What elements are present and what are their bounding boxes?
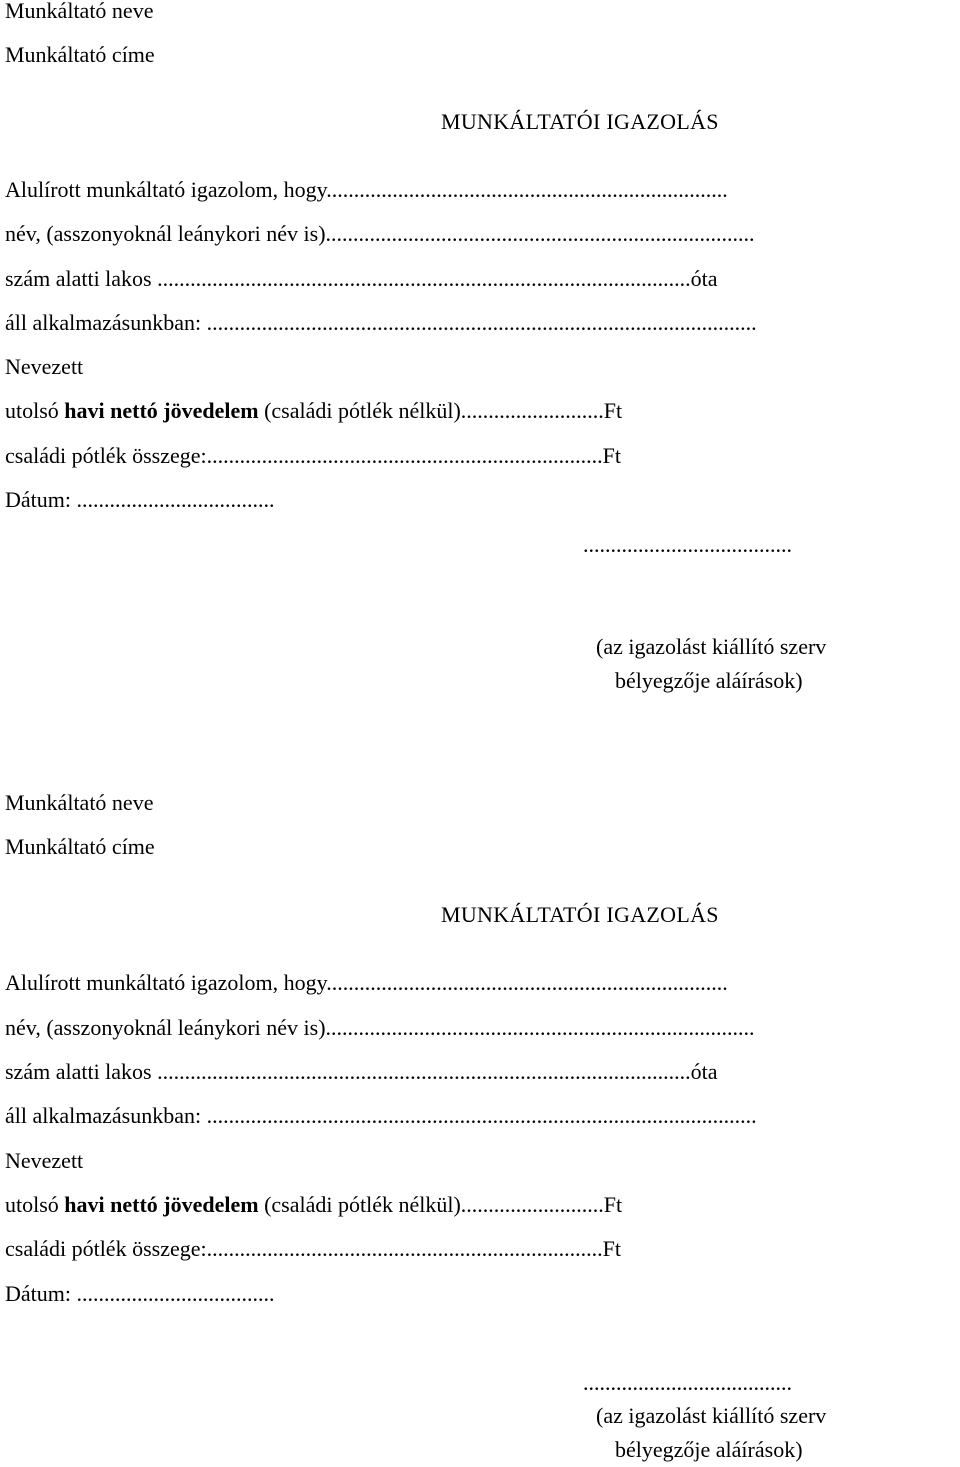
undersigned-line: Alulírott munkáltató igazolom, hogy.........................................................................	[5, 177, 728, 202]
employer-name: Munkáltató neve	[5, 790, 154, 815]
income-suffix: (családi pótlék nélkül)..........................Ft	[258, 1192, 623, 1217]
employer-address: Munkáltató címe	[5, 42, 155, 67]
residence-line: szám alatti lakos .................................................................................................óta	[5, 266, 718, 291]
named-label: Nevezett	[5, 354, 84, 379]
employer-address: Munkáltató címe	[5, 834, 155, 859]
form-title: MUNKÁLTATÓI IGAZOLÁS	[441, 109, 719, 134]
employee-name-line: név, (asszonyoknál leánykori név is)..............................................................................	[5, 221, 755, 246]
signature-line: ......................................	[583, 532, 792, 557]
employment-line: áll alkalmazásunkban: ....................................................................................................	[5, 1103, 757, 1128]
signature-caption-2: bélyegzője aláírások)	[615, 668, 803, 693]
employer-name: Munkáltató neve	[5, 0, 154, 23]
income-prefix: utolsó	[5, 398, 65, 423]
employment-line: áll alkalmazásunkban: ....................................................................................................	[5, 310, 757, 335]
undersigned-line: Alulírott munkáltató igazolom, hogy.........................................................................	[5, 970, 728, 995]
form-title: MUNKÁLTATÓI IGAZOLÁS	[441, 902, 719, 927]
income-suffix: (családi pótlék nélkül)..........................Ft	[258, 398, 623, 423]
income-bold-label: havi nettó jövedelem	[64, 1192, 259, 1217]
employee-name-line: név, (asszonyoknál leánykori név is)..............................................................................	[5, 1015, 755, 1040]
date-line: Dátum: ....................................	[5, 487, 275, 512]
signature-caption-1: (az igazolást kiállító szerv	[596, 634, 827, 659]
signature-line: ......................................	[583, 1370, 792, 1395]
date-line: Dátum: ....................................	[5, 1281, 275, 1306]
income-bold-label: havi nettó jövedelem	[64, 398, 259, 423]
income-prefix: utolsó	[5, 1192, 65, 1217]
net-income-line	[5, 1192, 622, 1218]
family-allowance-line: családi pótlék összege:........................................................................Ft	[5, 1236, 621, 1261]
signature-caption-1: (az igazolást kiállító szerv	[596, 1403, 827, 1428]
family-allowance-line: családi pótlék összege:........................................................................Ft	[5, 443, 621, 468]
net-income-line	[5, 398, 622, 424]
residence-line: szám alatti lakos .................................................................................................óta	[5, 1059, 718, 1084]
signature-caption-2: bélyegzője aláírások)	[615, 1437, 803, 1462]
named-label: Nevezett	[5, 1148, 84, 1173]
